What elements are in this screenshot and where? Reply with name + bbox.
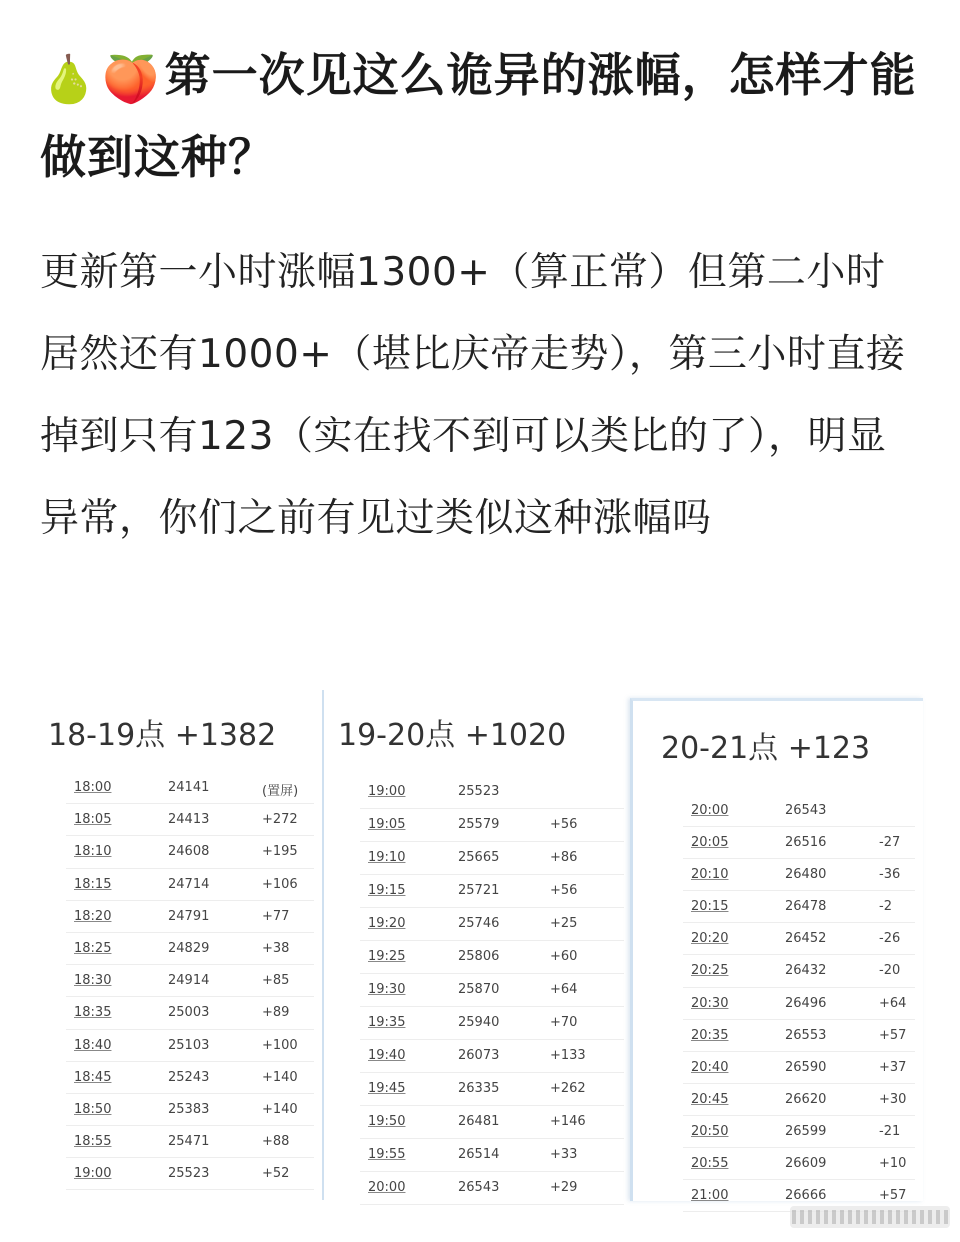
panel-heading: 19-20点 +1020	[338, 718, 567, 753]
count-cell: 26553	[785, 1027, 827, 1043]
count-cell: 26481	[458, 1114, 500, 1129]
time-cell: 18:20	[74, 908, 112, 924]
count-cell: 25523	[458, 784, 500, 799]
count-cell: 26073	[458, 1048, 500, 1063]
count-cell: 25746	[458, 916, 500, 931]
time-cell: 18:55	[74, 1134, 112, 1150]
count-cell: 26478	[785, 899, 827, 915]
count-cell: 24608	[168, 844, 210, 860]
table-row	[66, 965, 314, 997]
count-cell: 24914	[168, 973, 210, 989]
panel-heading: 18-19点 +1382	[48, 718, 277, 753]
diff-cell: -36	[879, 867, 901, 883]
table-row	[66, 869, 314, 901]
table-row	[360, 1139, 624, 1172]
diff-cell: +64	[879, 995, 907, 1011]
count-cell: 25579	[458, 817, 500, 832]
time-cell: 18:10	[74, 844, 112, 860]
screenshot-panel-19-20	[322, 690, 632, 1200]
count-cell: 24714	[168, 876, 210, 892]
time-cell: 19:05	[368, 817, 406, 832]
count-cell: 25665	[458, 850, 500, 865]
table-row	[683, 923, 915, 955]
count-cell: 24413	[168, 812, 210, 828]
table-row	[683, 1116, 915, 1148]
time-cell: 20:15	[691, 899, 729, 915]
time-cell: 19:35	[368, 1015, 406, 1030]
table-row	[683, 1084, 915, 1116]
time-cell: 20:35	[691, 1027, 729, 1043]
time-cell: 20:25	[691, 963, 729, 979]
diff-cell: -21	[879, 1123, 901, 1139]
table-row	[66, 772, 314, 804]
count-cell: 26590	[785, 1059, 827, 1075]
time-cell: 20:40	[691, 1059, 729, 1075]
table-row	[360, 974, 624, 1007]
table-row	[66, 1062, 314, 1094]
table-row	[360, 809, 624, 842]
table-row	[360, 875, 624, 908]
table-row	[360, 1073, 624, 1106]
table-row	[66, 836, 314, 868]
time-cell: 18:00	[74, 780, 112, 795]
table-row	[683, 1052, 915, 1084]
time-cell: 18:40	[74, 1037, 112, 1053]
diff-cell: +262	[550, 1081, 586, 1096]
post-title-text: 第一次见这么诡异的涨幅，怎样才能做到这种？	[40, 48, 917, 184]
diff-cell: +25	[550, 916, 578, 931]
diff-cell: +52	[262, 1166, 290, 1182]
diff-cell: +85	[262, 973, 290, 989]
table-row	[360, 842, 624, 875]
count-cell: 25523	[168, 1166, 210, 1182]
count-cell: 26543	[458, 1180, 500, 1195]
time-cell: 18:30	[74, 973, 112, 989]
table-row	[66, 804, 314, 836]
table-row	[66, 997, 314, 1029]
time-cell: 19:20	[368, 916, 406, 931]
time-cell: 20:00	[691, 803, 729, 818]
count-cell: 26432	[785, 963, 827, 979]
count-cell: 25940	[458, 1015, 500, 1030]
count-cell: 25870	[458, 982, 500, 997]
count-cell: 26335	[458, 1081, 500, 1096]
time-cell: 20:00	[368, 1180, 406, 1195]
count-cell: 26514	[458, 1147, 500, 1162]
peach-icon: 🍑	[102, 51, 161, 106]
table-row	[360, 1040, 624, 1073]
count-cell: 26609	[785, 1156, 827, 1172]
time-cell: 18:50	[74, 1101, 112, 1117]
data-table	[66, 772, 314, 1190]
count-cell: 26452	[785, 931, 827, 947]
diff-cell: +70	[550, 1015, 578, 1030]
count-cell: 25471	[168, 1134, 210, 1150]
count-cell: 26496	[785, 995, 827, 1011]
screenshot-panel-20-21	[630, 698, 923, 1204]
table-row	[66, 933, 314, 965]
table-row	[683, 795, 915, 827]
table-row	[360, 1007, 624, 1040]
count-cell: 26480	[785, 867, 827, 883]
time-cell: 20:30	[691, 995, 729, 1011]
count-cell: 25383	[168, 1101, 210, 1117]
time-cell: 18:05	[74, 812, 112, 828]
diff-cell: +146	[550, 1114, 586, 1129]
count-cell: 26620	[785, 1091, 827, 1107]
diff-cell: +57	[879, 1027, 907, 1043]
time-cell: 19:10	[368, 850, 406, 865]
count-cell: 26516	[785, 835, 827, 851]
diff-cell: -20	[879, 963, 901, 979]
table-row	[683, 1148, 915, 1180]
time-cell: 19:00	[368, 784, 406, 799]
diff-cell: +88	[262, 1134, 290, 1150]
diff-cell: +10	[879, 1156, 907, 1172]
data-table	[360, 776, 624, 1205]
count-cell: 25806	[458, 949, 500, 964]
table-row	[683, 955, 915, 987]
screenshot-panel-18-19	[40, 690, 322, 1200]
table-row	[683, 891, 915, 923]
diff-cell: +140	[262, 1069, 298, 1085]
pear-icon: 🍐	[40, 51, 99, 106]
diff-cell: +106	[262, 876, 298, 892]
diff-cell: +38	[262, 940, 290, 956]
table-row	[66, 1094, 314, 1126]
time-cell: 19:45	[368, 1081, 406, 1096]
time-cell: 18:15	[74, 876, 112, 892]
count-cell: 26543	[785, 803, 827, 818]
diff-cell: +57	[879, 1188, 907, 1204]
table-row	[66, 1158, 314, 1190]
diff-cell: +64	[550, 982, 578, 997]
count-cell: 25103	[168, 1037, 210, 1053]
time-cell: 20:45	[691, 1091, 729, 1107]
table-row	[66, 901, 314, 933]
time-cell: 19:50	[368, 1114, 406, 1129]
diff-cell: -2	[879, 899, 892, 915]
post-title	[40, 36, 930, 196]
time-cell: 21:00	[691, 1188, 729, 1204]
time-cell: 20:05	[691, 835, 729, 851]
data-table	[683, 795, 915, 1212]
time-cell: 19:25	[368, 949, 406, 964]
table-row	[683, 988, 915, 1020]
table-row	[683, 1020, 915, 1052]
time-cell: 20:10	[691, 867, 729, 883]
count-cell: 24141	[168, 780, 210, 795]
time-cell: 20:50	[691, 1123, 729, 1139]
diff-cell: -26	[879, 931, 901, 947]
count-cell: 24829	[168, 940, 210, 956]
time-cell: 19:15	[368, 883, 406, 898]
time-cell: 20:20	[691, 931, 729, 947]
post-body: 更新第一小时涨幅1300+（算正常）但第二小时居然还有1000+（堪比庆帝走势），第三小时直接掉到只有123（实在找不到可以类比的了），明显异常，你们之前有见过类似这种涨幅吗	[40, 250, 906, 541]
diff-cell: +195	[262, 844, 298, 860]
diff-cell: +30	[879, 1091, 907, 1107]
diff-cell: +33	[550, 1147, 578, 1162]
time-cell: 19:00	[74, 1166, 112, 1182]
time-cell: 19:55	[368, 1147, 406, 1162]
time-cell: 18:25	[74, 940, 112, 956]
count-cell: 26599	[785, 1123, 827, 1139]
table-row	[360, 941, 624, 974]
table-row	[360, 908, 624, 941]
time-cell: 19:30	[368, 982, 406, 997]
time-cell: 18:45	[74, 1069, 112, 1085]
panel-heading: 20-21点 +123	[661, 731, 871, 766]
table-row	[683, 827, 915, 859]
diff-cell: +37	[879, 1059, 907, 1075]
time-cell: 19:40	[368, 1048, 406, 1063]
time-cell: 20:55	[691, 1156, 729, 1172]
diff-cell: +86	[550, 850, 578, 865]
diff-cell: +29	[550, 1180, 578, 1195]
diff-cell: +100	[262, 1037, 298, 1053]
count-cell: 25721	[458, 883, 500, 898]
count-cell: 26666	[785, 1188, 827, 1204]
image-watermark-bar	[790, 1206, 950, 1228]
diff-cell: +77	[262, 908, 290, 924]
diff-cell: -27	[879, 835, 901, 851]
table-row	[66, 1126, 314, 1158]
count-cell: 25003	[168, 1005, 210, 1021]
diff-cell: +56	[550, 883, 578, 898]
count-cell: 24791	[168, 908, 210, 924]
table-row	[360, 776, 624, 809]
diff-cell: +89	[262, 1005, 290, 1021]
diff-cell: +60	[550, 949, 578, 964]
diff-cell: +272	[262, 812, 298, 828]
diff-cell: +140	[262, 1101, 298, 1117]
diff-cell: +56	[550, 817, 578, 832]
table-row	[66, 1030, 314, 1062]
time-cell: 18:35	[74, 1005, 112, 1021]
diff-cell: +133	[550, 1048, 586, 1063]
table-row	[360, 1106, 624, 1139]
diff-cell: (置屏)	[262, 784, 299, 799]
count-cell: 25243	[168, 1069, 210, 1085]
table-row	[360, 1172, 624, 1205]
table-row	[683, 859, 915, 891]
